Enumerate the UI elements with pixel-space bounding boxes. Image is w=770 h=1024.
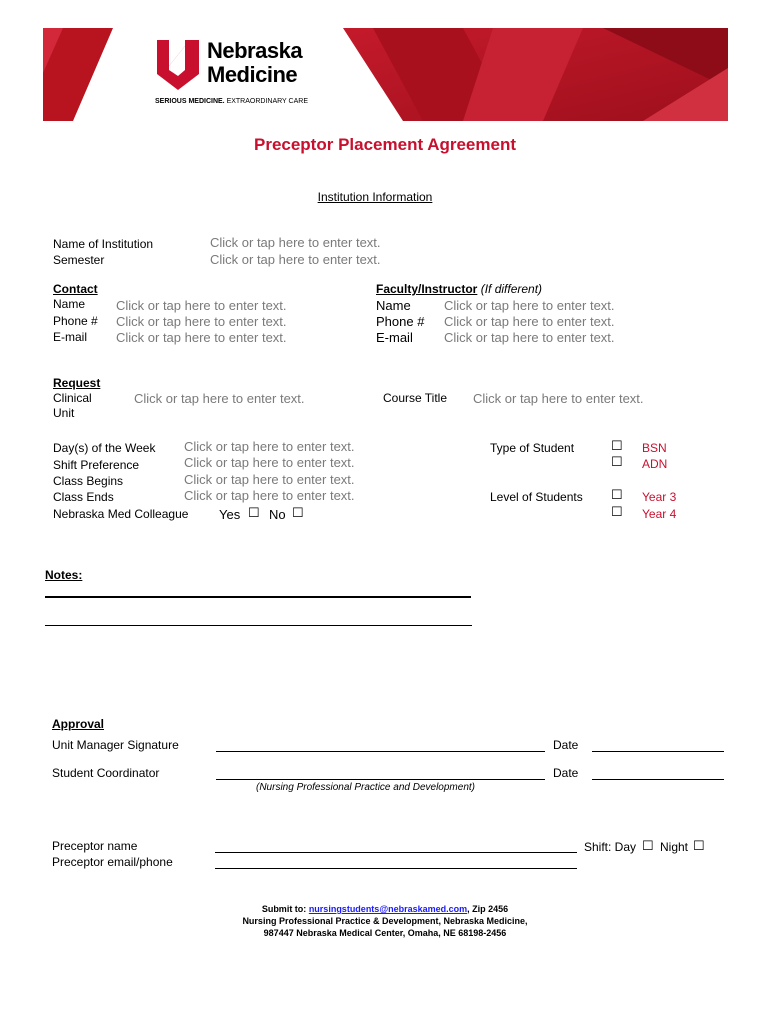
submit-line-3: 987447 Nebraska Medical Center, Omaha, NE 68198-2456	[263, 928, 507, 938]
days-field[interactable]: Click or tap here to enter text.	[184, 439, 355, 454]
clinical-unit-field[interactable]: Click or tap here to enter text.	[134, 391, 305, 406]
clinical-label: Clinical	[53, 391, 92, 405]
year4-option-label: Year 4	[642, 507, 677, 521]
faculty-heading	[376, 282, 542, 296]
student-coordinator-label: Student Coordinator	[52, 766, 160, 780]
submit-suffix: , Zip 2456	[467, 904, 509, 914]
brand-tagline	[155, 98, 308, 105]
type-of-student-label: Type of Student	[490, 441, 575, 455]
contact-email-field[interactable]: Click or tap here to enter text.	[116, 330, 287, 345]
colleague-no-label: No	[269, 507, 286, 522]
contact-phone-field[interactable]: Click or tap here to enter text.	[116, 314, 287, 329]
colleague-no-checkbox[interactable]: ☐	[292, 505, 304, 520]
faculty-email-label: E-mail	[376, 330, 413, 345]
shift-night-checkbox[interactable]: ☐	[693, 838, 705, 853]
preceptor-email-line[interactable]	[215, 868, 577, 869]
submit-prefix: Submit to:	[261, 904, 309, 914]
header-banner	[43, 28, 728, 121]
unit-manager-date-line[interactable]	[592, 751, 724, 752]
institution-heading: Institution Information	[317, 190, 433, 204]
semester-label: Semester	[53, 253, 105, 267]
contact-name-field[interactable]: Click or tap here to enter text.	[116, 298, 287, 313]
shift-day-label: Shift: Day	[584, 840, 637, 854]
student-coordinator-date-line[interactable]	[592, 779, 724, 780]
shift-night-label: Night	[660, 840, 689, 854]
faculty-email-field[interactable]: Click or tap here to enter text.	[444, 330, 615, 345]
class-ends-label: Class Ends	[53, 490, 114, 504]
student-coordinator-date-label: Date	[553, 766, 579, 780]
unit-manager-label: Unit Manager Signature	[52, 738, 179, 752]
contact-heading: Contact	[53, 282, 98, 296]
shift-preference-label: Shift Preference	[53, 458, 140, 472]
contact-phone-label: Phone #	[53, 314, 98, 328]
unit-manager-date-label: Date	[553, 738, 579, 752]
submit-email-link[interactable]: nursingstudents@nebraskamed.com	[308, 904, 468, 914]
year4-checkbox[interactable]: ☐	[611, 504, 623, 519]
faculty-name-field[interactable]: Click or tap here to enter text.	[444, 298, 615, 313]
approval-heading: Approval	[52, 717, 105, 731]
year3-checkbox[interactable]: ☐	[611, 487, 623, 502]
days-label: Day(s) of the Week	[53, 441, 156, 455]
notes-line-2[interactable]	[45, 625, 472, 626]
notes-heading: Notes:	[45, 568, 83, 582]
preceptor-name-label: Preceptor name	[52, 839, 138, 853]
request-heading: Request	[53, 376, 101, 390]
colleague-yes-label: Yes	[219, 507, 241, 522]
institution-name-label: Name of Institution	[53, 237, 154, 251]
faculty-heading-text: Faculty/Instructor	[376, 282, 478, 296]
page-title: Preceptor Placement Agreement	[253, 135, 517, 154]
bsn-option-label: BSN	[642, 441, 667, 455]
notes-line-1[interactable]	[45, 596, 471, 598]
faculty-name-label: Name	[376, 298, 411, 313]
submit-line-2: Nursing Professional Practice & Development, Nebraska Medicine,	[242, 916, 528, 926]
colleague-label: Nebraska Med Colleague	[53, 507, 189, 521]
coordinator-note: (Nursing Professional Practice and Development)	[256, 782, 475, 793]
unit-label: Unit	[53, 406, 75, 420]
student-coordinator-signature-line[interactable]	[216, 779, 545, 780]
contact-name-label: Name	[53, 297, 86, 311]
colleague-yes-checkbox[interactable]: ☐	[248, 505, 260, 520]
semester-field[interactable]: Click or tap here to enter text.	[210, 252, 381, 267]
course-title-field[interactable]: Click or tap here to enter text.	[473, 391, 644, 406]
nebraska-medicine-n-logo-icon	[155, 40, 201, 90]
institution-name-field[interactable]: Click or tap here to enter text.	[210, 235, 381, 250]
contact-email-label: E-mail	[53, 330, 88, 344]
level-of-students-label: Level of Students	[490, 490, 583, 504]
tagline-bold: SERIOUS MEDICINE.	[155, 98, 225, 105]
faculty-heading-note: (If different)	[477, 282, 543, 296]
class-begins-label: Class Begins	[53, 474, 124, 488]
class-ends-field[interactable]: Click or tap here to enter text.	[184, 488, 355, 503]
faculty-phone-label: Phone #	[376, 314, 425, 329]
course-title-label: Course Title	[383, 391, 448, 405]
year3-option-label: Year 3	[642, 490, 677, 504]
brand-name-line1: Nebraska	[207, 38, 303, 63]
class-begins-field[interactable]: Click or tap here to enter text.	[184, 472, 355, 487]
adn-checkbox[interactable]: ☐	[611, 454, 623, 469]
shift-preference-field[interactable]: Click or tap here to enter text.	[184, 455, 355, 470]
adn-option-label: ADN	[642, 457, 668, 471]
tagline-rest: EXTRAORDINARY CARE	[224, 98, 308, 105]
shift-day-checkbox[interactable]: ☐	[642, 838, 654, 853]
logo	[155, 38, 315, 110]
preceptor-name-line[interactable]	[215, 852, 577, 853]
bsn-checkbox[interactable]: ☐	[611, 438, 623, 453]
unit-manager-signature-line[interactable]	[216, 751, 545, 752]
brand-name-line2: Medicine	[207, 62, 298, 87]
preceptor-email-label: Preceptor email/phone	[52, 855, 173, 869]
faculty-phone-field[interactable]: Click or tap here to enter text.	[444, 314, 615, 329]
banner-graphic	[43, 28, 728, 121]
submit-line-1	[0, 903, 770, 915]
